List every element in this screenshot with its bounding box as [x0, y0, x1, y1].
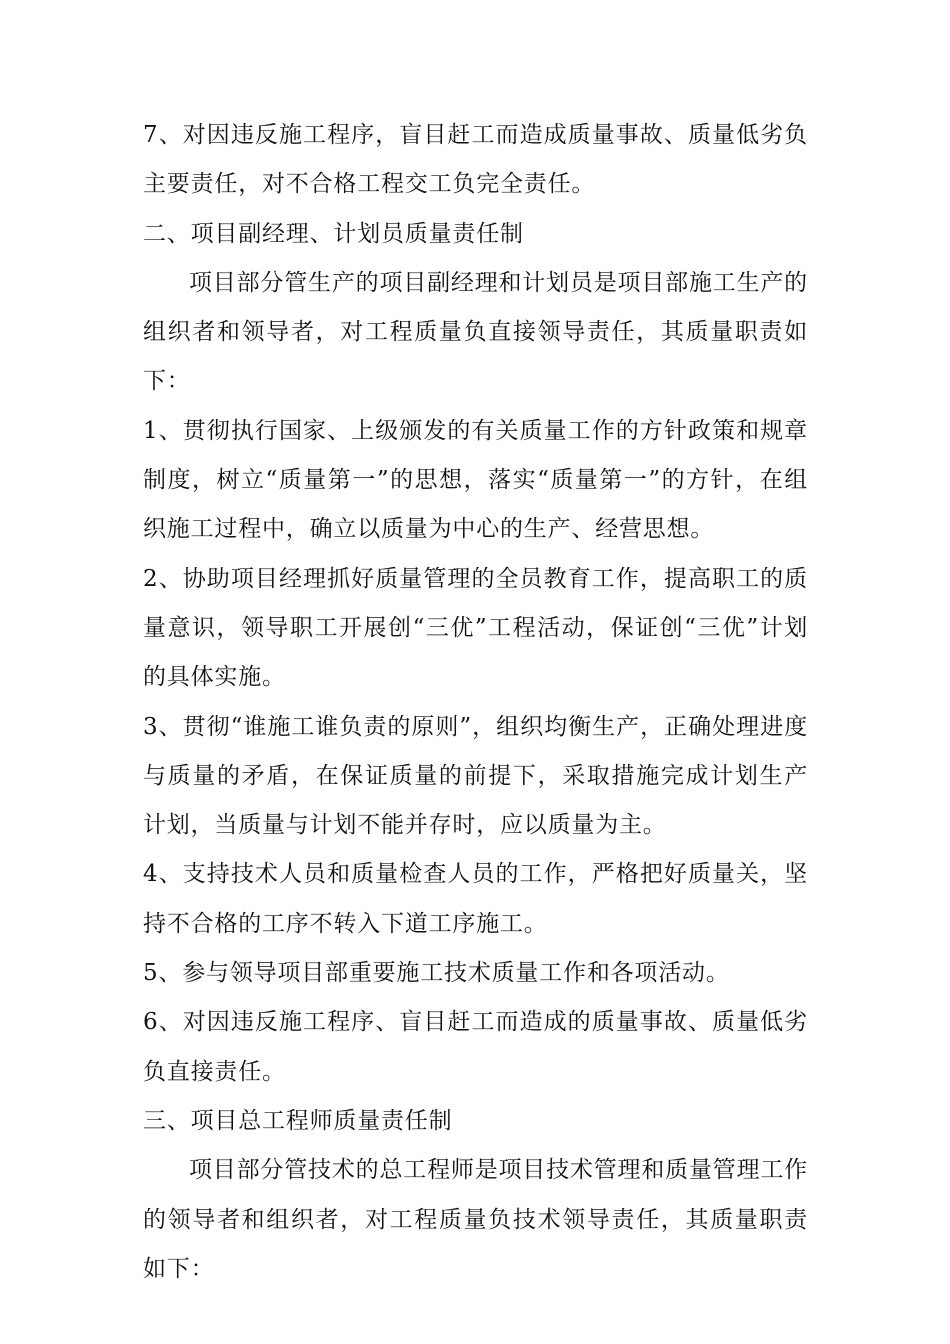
document-body [143, 111, 808, 1294]
item-3-paragraph: 3、贯彻“谁施工谁负责的原则”，组织均衡生产，正确处理进度与质量的矛盾，在保证质量的前提下，采取措施完成计划生产计划，当质量与计划不能并存时，应以质量为主。 [143, 713, 808, 839]
section-2-heading: 二、项目副经理、计划员质量责任制 [143, 220, 524, 247]
item-2-paragraph: 2、协助项目经理抓好质量管理的全员教育工作，提高职工的质量意识，领导职工开展创“三优”工程活动，保证创“三优”计划的具体实施。 [143, 565, 808, 691]
item-4-paragraph: 4、支持技术人员和质量检查人员的工作，严格把好质量关，坚持不合格的工序不转入下道工序施工。 [143, 861, 808, 937]
item-1-paragraph: 1、贯彻执行国家、上级颁发的有关质量工作的方针政策和规章制度，树立“质量第一”的思想，落实“质量第一”的方针，在组织施工过程中，确立以质量为中心的生产、经营思想。 [143, 417, 808, 543]
item-6-paragraph: 6、对因违反施工程序、盲目赶工而造成的质量事故、质量低劣负直接责任。 [143, 1009, 808, 1085]
section-3-heading: 三、项目总工程师质量责任制 [143, 1107, 453, 1134]
section-3-intro: 项目部分管技术的总工程师是项目技术管理和质量管理工作的领导者和组织者，对工程质量负技术领导责任，其质量职责如下： [143, 1157, 808, 1282]
item-5-paragraph: 5、参与领导项目部重要施工技术质量工作和各项活动。 [143, 960, 730, 987]
item-7-paragraph: 7、对因违反施工程序，盲目赶工而造成质量事故、质量低劣负主要责任，对不合格工程交工负完全责任。 [143, 122, 808, 198]
section-2-intro: 项目部分管生产的项目副经理和计划员是项目部施工生产的组织者和领导者，对工程质量负直接领导责任，其质量职责如下： [143, 269, 808, 395]
